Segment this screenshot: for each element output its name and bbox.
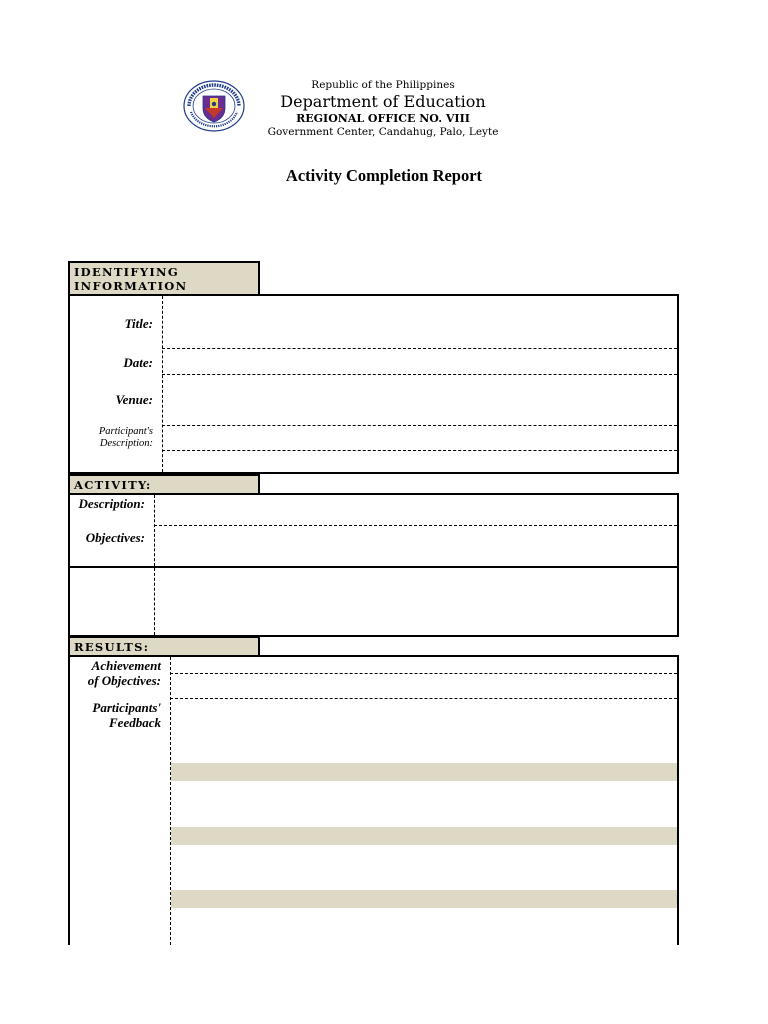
section-heading-activity: ACTIVITY:	[74, 478, 152, 492]
venue-field[interactable]	[163, 375, 677, 425]
section-heading-results: RESULTS:	[74, 640, 150, 654]
results-box	[68, 655, 679, 945]
objectives-field[interactable]	[155, 526, 677, 566]
section-tab-results	[68, 636, 260, 657]
identifying-info-box	[68, 294, 679, 474]
feedback-label-line1: Participants'	[92, 700, 161, 715]
achievement-field[interactable]	[171, 657, 677, 698]
description-label: Description:	[78, 496, 145, 511]
description-field[interactable]	[155, 495, 677, 525]
achievement-label-line1: Achievement	[91, 658, 161, 673]
participants-label-line2: Description:	[99, 438, 153, 449]
participants-label-line1: Participant's	[98, 426, 153, 437]
achievement-label	[88, 658, 161, 688]
header-regional-office: REGIONAL OFFICE NO. VIII	[296, 112, 470, 125]
date-field[interactable]	[163, 349, 677, 374]
feedback-label-line2: Feedback	[109, 715, 161, 730]
activity-box	[68, 493, 679, 568]
title-label: Title:	[124, 316, 153, 331]
feedback-field[interactable]	[171, 699, 677, 945]
participants-label	[99, 426, 153, 450]
section-heading-identifying-line2: INFORMATION	[74, 279, 188, 293]
header-republic: Republic of the Philippines	[311, 79, 455, 91]
participants-description-field[interactable]	[163, 426, 677, 472]
section-heading-identifying-line1: IDENTIFYING	[74, 265, 179, 279]
venue-label: Venue:	[115, 392, 153, 407]
section-tab-identifying	[68, 261, 260, 296]
activity-extra-field[interactable]	[155, 568, 677, 635]
section-tab-activity	[68, 474, 260, 495]
date-label: Date:	[123, 355, 153, 370]
header-department: Department of Education	[280, 92, 486, 111]
achievement-label-line2: of Objectives:	[87, 673, 161, 688]
header-address: Government Center, Candahug, Palo, Leyte	[267, 126, 499, 138]
objectives-label: Objectives:	[85, 530, 145, 545]
title-field[interactable]	[163, 296, 677, 348]
feedback-label	[92, 700, 161, 730]
activity-extra-box	[68, 566, 679, 637]
document-title: Activity Completion Report	[285, 166, 483, 185]
